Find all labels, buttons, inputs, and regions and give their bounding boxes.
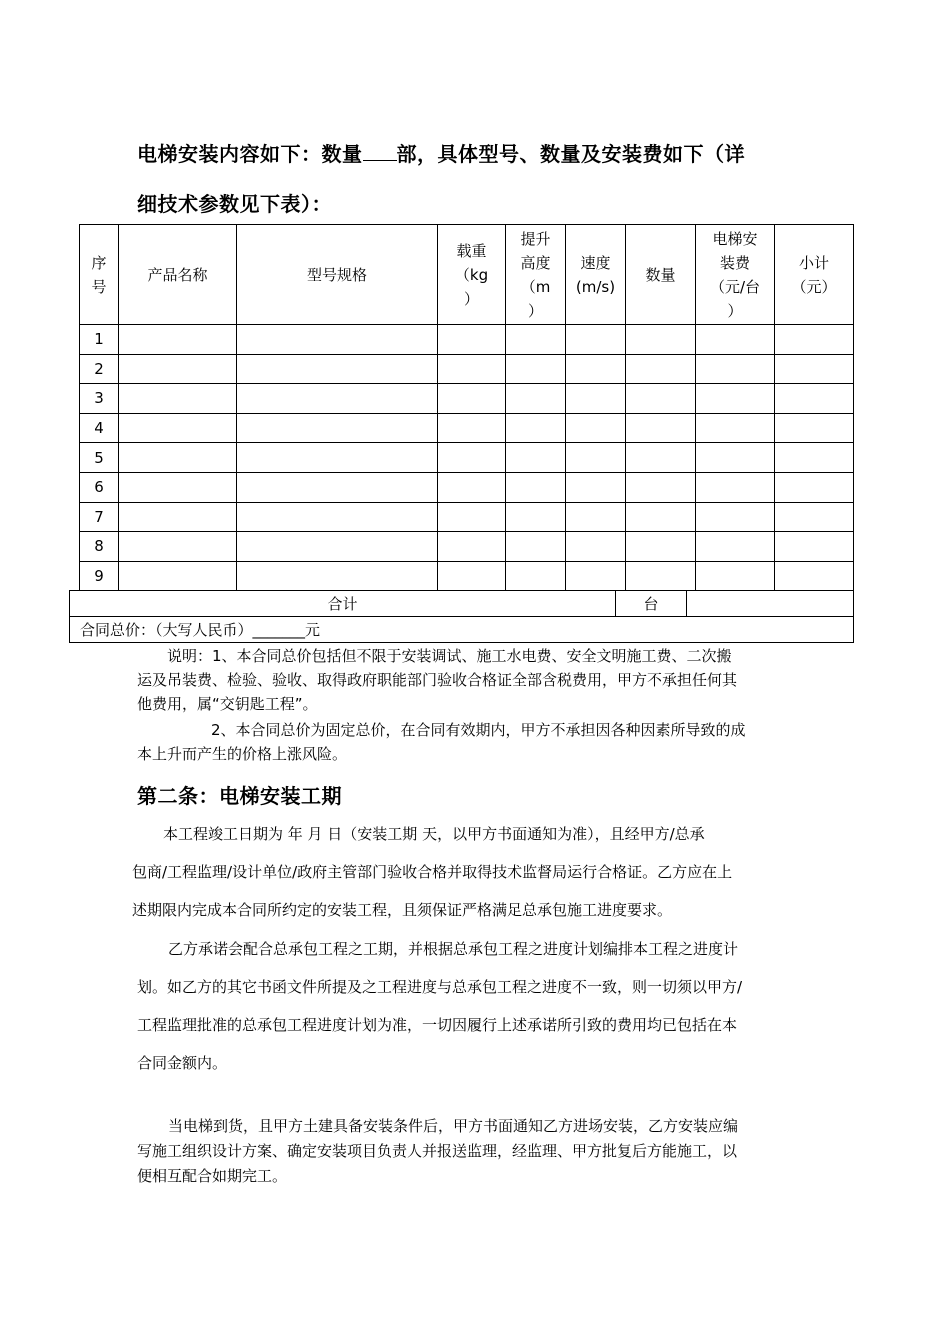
table-cell [506,443,566,473]
table-cell [696,413,775,443]
table-cell [237,443,438,473]
contract-total-cell [70,617,854,643]
table-cell [775,354,854,384]
table-cell [237,502,438,532]
section-2-p3-line-1: 当电梯到货，且甲方土建具备安装条件后，甲方书面通知乙方进场安装，乙方安装应编 [168,1117,739,1135]
column-header [237,225,438,325]
table-cell [438,413,506,443]
elevator-spec-table [79,224,854,591]
table-cell [506,502,566,532]
table-row [80,502,854,532]
column-header [626,225,696,325]
row-number: 7 [80,502,119,532]
row-number: 3 [80,384,119,414]
total-row [70,591,854,617]
column-header-line: 小计 [798,253,829,272]
table-cell [566,532,626,562]
section-2-p2-line-2: 划。如乙方的其它书函文件所提及之工程进度与总承包工程之进度不一致，则一切须以甲方/ [137,978,743,996]
table-cell [566,354,626,384]
table-cell [566,325,626,355]
column-header-line: 速度 [580,253,611,272]
section-2-p2-line-1: 乙方承诺会配合总承包工程之工期，并根据总承包工程之进度计划编排本工程之进度计 [168,940,739,958]
column-header-line: (m/s) [575,277,616,296]
row-number: 9 [80,561,119,591]
section-2-p3-line-3: 便相互配合如期完工。 [137,1167,288,1185]
table-cell [775,561,854,591]
column-header-line: ） [727,301,743,320]
table-cell [566,443,626,473]
table-cell [237,561,438,591]
table-cell [506,561,566,591]
table-cell [696,472,775,502]
table-cell [696,325,775,355]
table-cell [775,384,854,414]
table-row [80,354,854,384]
column-header-line: 提升 [520,229,551,248]
quantity-blank [363,140,397,161]
table-header-row [80,225,854,325]
table-cell [119,325,237,355]
table-cell [626,561,696,591]
contract-total-blank: _______ [252,621,306,639]
table-cell [237,413,438,443]
table-cell [506,532,566,562]
column-header-line: （元） [791,277,837,296]
column-header-line: 装费 [719,253,750,272]
column-header-line: 序 [91,253,107,272]
section-2-title: 第二条：电梯安装工期 [137,784,342,808]
section-2-p3-line-2: 写施工组织设计方案、确定安装项目负责人并报送监理，经监理、甲方批复后方能施工，以 [137,1142,738,1160]
table-cell [119,443,237,473]
table-cell [237,532,438,562]
table-cell [438,502,506,532]
table-cell [506,413,566,443]
table-row [80,561,854,591]
column-header [506,225,566,325]
row-number: 2 [80,354,119,384]
column-header-line: 电梯安 [712,229,758,248]
section-2-p1-line-2: 包商/工程监理/设计单位/政府主管部门验收合格并取得技术监督局运行合格证。乙方应在上 [132,863,733,881]
note-2-line-2: 本上升而产生的价格上涨风险。 [137,745,348,763]
column-header [119,225,237,325]
table-cell [438,443,506,473]
table-cell [119,561,237,591]
table-cell [566,502,626,532]
table-cell [775,443,854,473]
table-cell [438,384,506,414]
table-cell [119,413,237,443]
total-value-cell [687,591,854,617]
table-cell [119,532,237,562]
table-cell [775,472,854,502]
table-cell [438,472,506,502]
table-cell [696,502,775,532]
table-cell [237,384,438,414]
content-heading-line1 [137,138,745,167]
table-cell [506,384,566,414]
total-table [69,590,854,643]
note-2-line-1: 2、本合同总价为固定总价，在合同有效期内，甲方不承担因各种因素所导致的成 [211,721,746,739]
table-cell [696,354,775,384]
column-header [566,225,626,325]
table-cell [566,472,626,502]
column-header [438,225,506,325]
column-header-line: 产品名称 [147,265,208,284]
table-cell [626,443,696,473]
row-number: 4 [80,413,119,443]
table-row [80,532,854,562]
table-cell [506,472,566,502]
table-row [80,384,854,414]
table-cell [626,472,696,502]
table-cell [237,472,438,502]
section-2-p2-line-3: 工程监理批准的总承包工程进度计划为准，一切因履行上述承诺所引致的费用均已包括在本 [137,1016,738,1034]
table-cell [626,384,696,414]
column-header-line: 载重 [456,241,487,260]
table-cell [438,325,506,355]
note-1-line-2: 运及吊装费、检验、验收、取得政府职能部门验收合格证全部含税费用，甲方不承担任何其 [137,671,738,689]
table-cell [506,325,566,355]
table-cell [775,325,854,355]
section-2-p1-line-1: 本工程竣工日期为 年 月 日（安装工期 天，以甲方书面通知为准），且经甲方/总承 [163,825,705,843]
table-cell [696,561,775,591]
table-cell [775,413,854,443]
table-cell [506,354,566,384]
table-cell [626,532,696,562]
column-header-line: 型号规格 [306,265,367,284]
table-cell [438,561,506,591]
total-unit: 台 [616,591,687,617]
row-number: 1 [80,325,119,355]
table-row [80,413,854,443]
table-cell [119,502,237,532]
section-2-p1-line-3: 述期限内完成本合同所约定的安装工程，且须保证严格满足总承包施工进度要求。 [132,901,673,919]
table-cell [626,413,696,443]
table-cell [237,325,438,355]
table-cell [626,325,696,355]
column-header-line: 号 [91,277,107,296]
table-cell [696,384,775,414]
table-cell [237,354,438,384]
table-cell [438,532,506,562]
contract-total-row [70,617,854,643]
table-row [80,443,854,473]
table-cell [775,532,854,562]
row-number: 6 [80,472,119,502]
table-cell [566,413,626,443]
total-label: 合计 [70,591,616,617]
table-cell [438,354,506,384]
column-header [696,225,775,325]
column-header-line: （kg [454,265,489,284]
table-cell [775,502,854,532]
table-row [80,472,854,502]
note-1-line-1: 说明：1、本合同总价包括但不限于安装调试、施工水电费、安全文明施工费、二次搬 [167,647,732,665]
table-cell [566,561,626,591]
note-1-line-3: 他费用，属“交钥匙工程”。 [137,695,318,713]
column-header-line: ） [463,289,479,308]
section-2-p2-line-4: 合同金额内。 [137,1054,228,1072]
table-cell [119,472,237,502]
row-number: 5 [80,443,119,473]
table-cell [626,354,696,384]
heading-text-pre: 电梯安装内容如下：数量 [137,142,363,166]
table-cell [696,532,775,562]
column-header-line: 数量 [645,265,676,284]
column-header-line: （m [520,277,551,296]
column-header-line: ） [527,301,543,320]
table-row [80,325,854,355]
column-header-line: （元/台 [709,277,761,296]
content-heading-line2: 细技术参数见下表）： [137,192,332,216]
table-cell [626,502,696,532]
row-number: 8 [80,532,119,562]
column-header-line: 高度 [520,253,551,272]
column-header [80,225,119,325]
contract-total-label: 合同总价：（大写人民币） [80,621,253,639]
contract-total-unit: 元 [305,621,321,639]
column-header [775,225,854,325]
table-cell [566,384,626,414]
table-cell [119,354,237,384]
table-cell [696,443,775,473]
heading-text-post: 部，具体型号、数量及安装费如下（详 [396,142,745,166]
table-cell [119,384,237,414]
